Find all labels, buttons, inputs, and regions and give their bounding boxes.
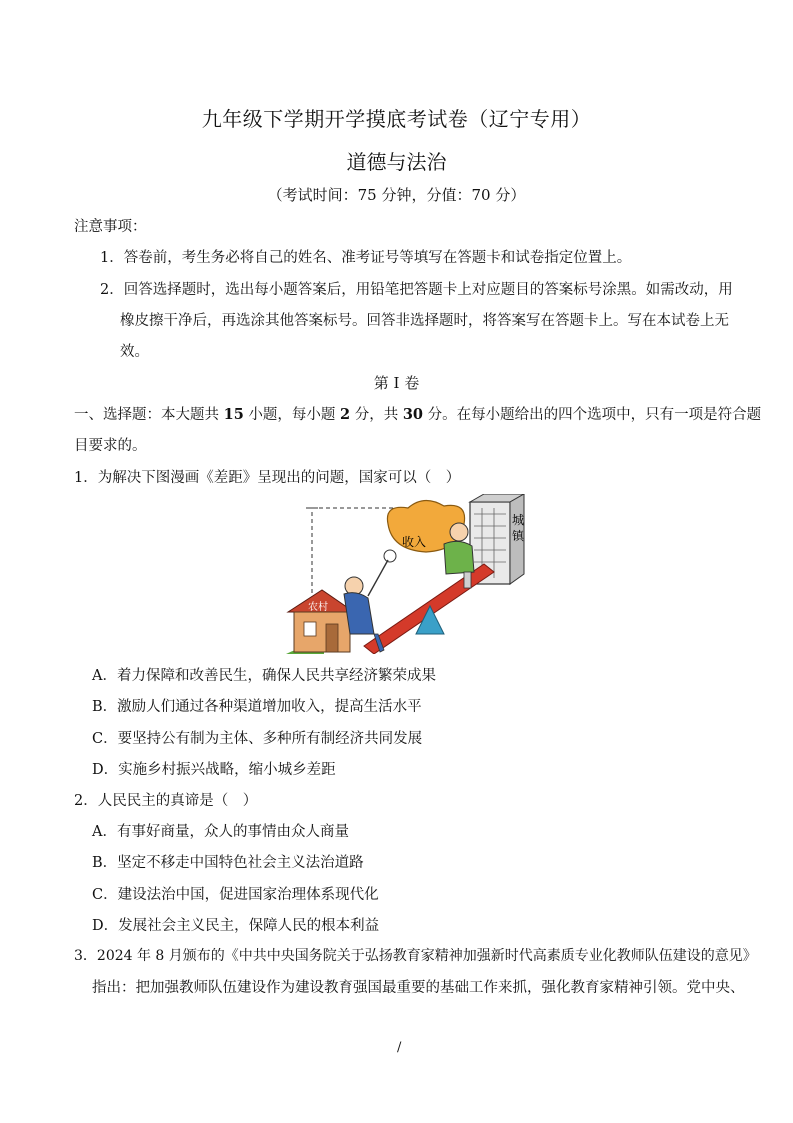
- cartoon-income-label: 收入: [402, 535, 427, 549]
- page-footer-mark: /: [397, 1040, 402, 1055]
- section-1-instructions: [74, 403, 761, 424]
- question-2-option-c: C．建设法治中国，促进国家治理体系现代化: [92, 887, 379, 903]
- points-total: 30: [402, 406, 424, 423]
- notice-item-2-line-3: 效。: [120, 344, 149, 360]
- section-1-text-a: 一、选择题：本大题共: [74, 407, 224, 423]
- section-1-text-c: 分，共: [350, 407, 403, 423]
- question-2-stem: 2．人民民主的真谛是（ ）: [74, 793, 258, 809]
- question-1-option-a: A．着力保障和改善民生，确保人民共享经济繁荣成果: [92, 668, 436, 684]
- cartoon-village-label: 农村: [308, 602, 328, 613]
- notice-item-2-line-2: 橡皮擦干净后，再选涂其他答案标号。回答非选择题时，将答案写在答题卡上。写在本试卷上无: [120, 313, 729, 329]
- question-count: 15: [223, 406, 244, 423]
- time-info: （考试时间：75 分钟，分值：70 分）: [267, 186, 526, 204]
- question-1-option-c: C．要坚持公有制为主体、多种所有制经济共同发展: [92, 731, 423, 747]
- notice-heading: 注意事项：: [74, 219, 147, 235]
- question-3-stem-line-1: 3．2024 年 8 月颁布的《中共中央国务院关于弘扬教育家精神加强新时代高素质专业化教师队伍建设的意见》: [74, 948, 757, 964]
- question-2-option-d: D．发展社会主义民主，保障人民的根本利益: [92, 918, 380, 934]
- notice-item-2-line-1: 2．回答选择题时，选出每小题答案后，用铅笔把答题卡上对应题目的答案标号涂黑。如需改动，用: [100, 282, 733, 298]
- section-1-text-b: 小题，每小题: [243, 407, 341, 423]
- points-each: 2: [340, 406, 351, 423]
- notice-item-1: 1．答卷前，考生务必将自己的姓名、准考证号等填写在答题卡和试卷指定位置上。: [100, 250, 632, 266]
- exam-title: 九年级下学期开学摸底考试卷（辽宁专用）: [201, 107, 592, 131]
- question-1-option-d: D．实施乡村振兴战略，缩小城乡差距: [92, 762, 336, 778]
- question-2-option-b: B．坚定不移走中国特色社会主义法治道路: [92, 855, 364, 871]
- gap-cartoon-image: [284, 494, 532, 654]
- cartoon-town-label-1: 城: [512, 513, 525, 527]
- cartoon-town-label-2: 镇: [512, 529, 525, 543]
- subject-title: 道德与法治: [346, 150, 447, 174]
- question-3-stem-line-2: 指出：把加强教师队伍建设作为建设教育强国最重要的基础工作来抓，强化教育家精神引领。党中央、: [92, 980, 745, 996]
- question-1-option-b: B．激励人们通过各种渠道增加收入，提高生活水平: [92, 699, 422, 715]
- section-1-instructions-line-2: 目要求的。: [74, 438, 147, 454]
- question-1-stem: 1．为解决下图漫画《差距》呈现出的问题，国家可以（ ）: [74, 470, 461, 486]
- question-2-option-a: A．有事好商量，众人的事情由众人商量: [92, 824, 349, 840]
- volume-heading: 第 I 卷: [373, 374, 420, 392]
- section-1-text-d: 分。在每小题给出的四个选项中，只有一项是符合题: [423, 407, 762, 423]
